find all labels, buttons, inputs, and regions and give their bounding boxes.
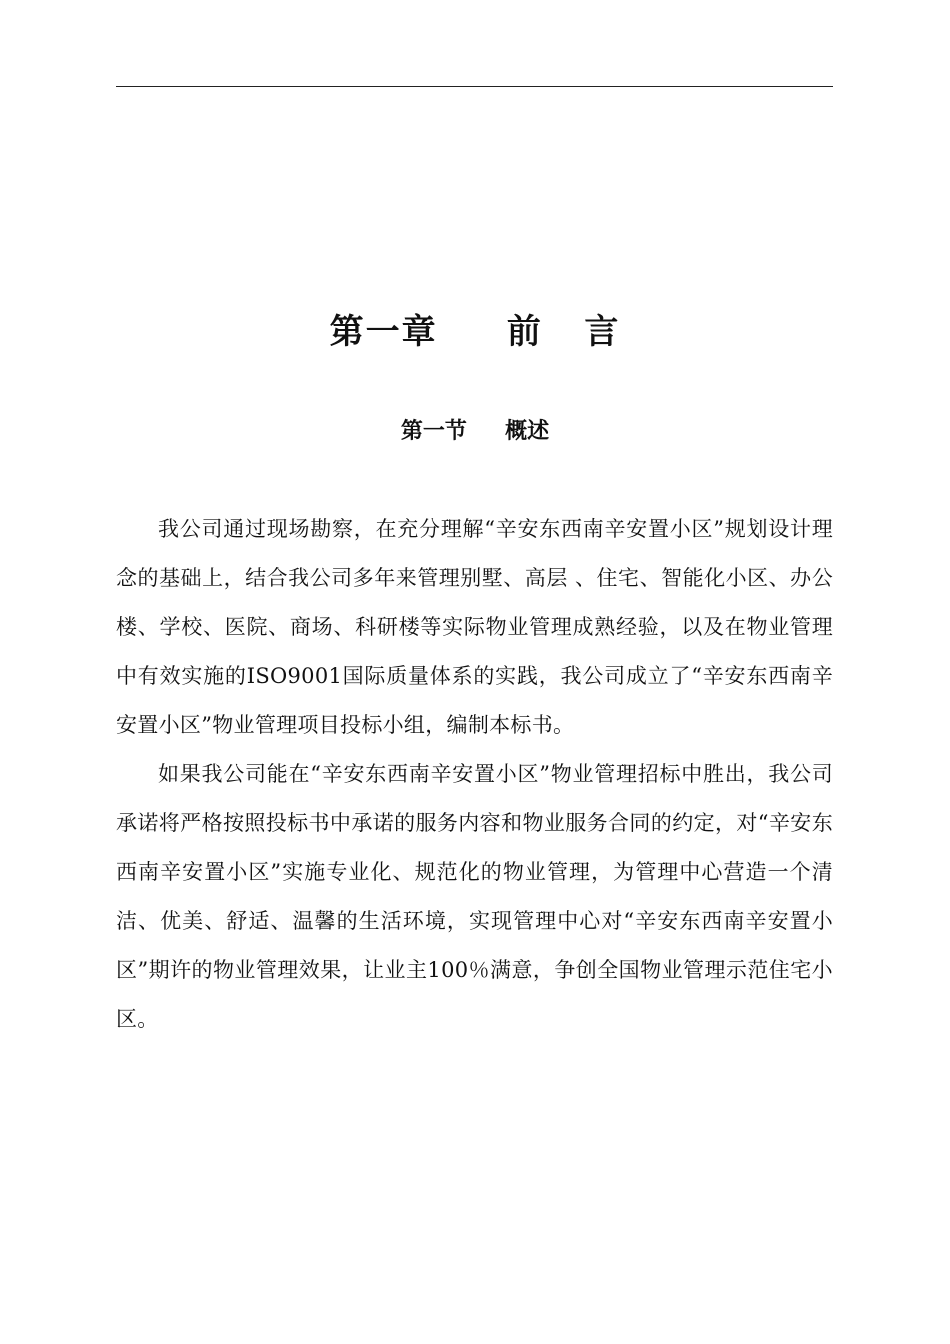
paragraph-commitment: 如果我公司能在“辛安东西南辛安置小区”物业管理招标中胜出，我公司承诺将严格按照投标书中承诺的服务内容和物业服务合同的约定，对“辛安东西南辛安置小区”实施专业化、规范化的物业管理，为管理中心营造一个清洁、优美、舒适、温馨的生活环境，实现管理中心对“辛安东西南辛安置小区”期许的物业管理效果，让业主100％满意，争创全国物业管理示范住宅小区。 — [116, 762, 833, 1031]
header-rule — [116, 86, 833, 87]
chapter-title: 第一章 前 言 — [329, 312, 621, 352]
body-text — [116, 505, 833, 1044]
paragraph-overview: 我公司通过现场勘察，在充分理解“辛安东西南辛安置小区”规划设计理念的基础上，结合我公司多年来管理别墅、高层 、住宅、智能化小区、办公楼、学校、医院、商场、科研楼等实际物业管理成熟经验，以及在物业管理中有效实施的ISO9001国际质量体系的实践，我公司成立了“辛安东西南辛安置小区”物业管理项目投标小组，编制本标书。 — [116, 517, 833, 737]
section-title: 第一节 概述 — [400, 418, 550, 444]
